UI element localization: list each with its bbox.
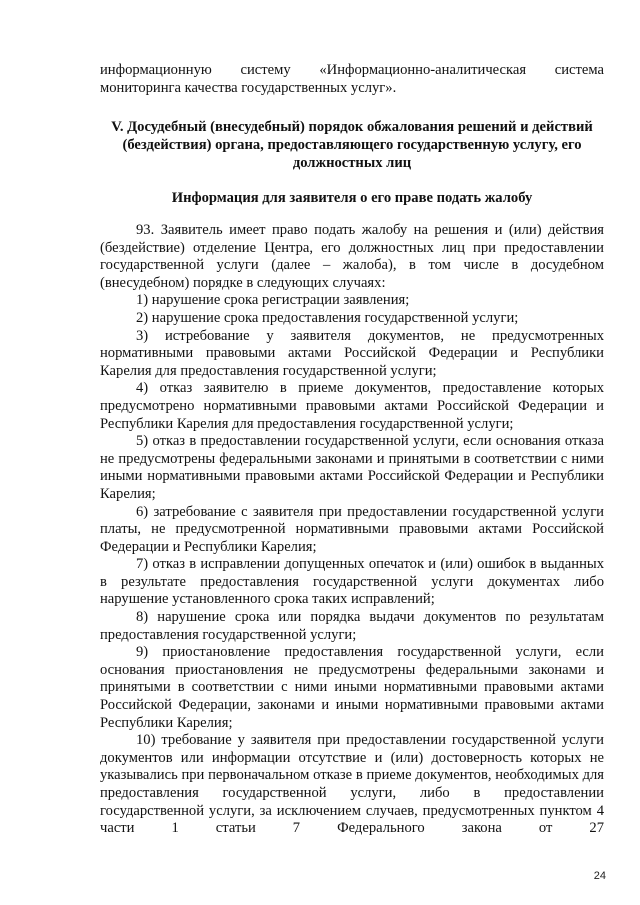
page-number: 24: [593, 870, 606, 882]
list-item-8: 8) нарушение срока или порядка выдачи документов по результатам предоставления государственной услуги;: [100, 609, 604, 643]
list-item-7: 7) отказ в исправлении допущенных опечаток и (или) ошибок в выданных в результате предоставления государственной услуги документах либо нарушение установленного срока таких исправлений;: [100, 556, 604, 608]
list-item-1: 1) нарушение срока регистрации заявления;: [136, 292, 410, 309]
list-item-6: 6) затребование с заявителя при предоставлении государственной услуги платы, не предусмотренной нормативными правовыми актами Российской Федерации и Республики Карелия;: [100, 503, 604, 555]
list-item-2: 2) нарушение срока предоставления государственной услуги;: [136, 309, 519, 326]
list-item-9: 9) приостановление предоставления государственной услуги, если основания приостановления не предусмотрены федеральными законами и принятыми в соответствии с ними иными нормативными правовыми актами Российской Федерации, законами и иными нормативными правовыми актами Республики Карелия;: [100, 644, 604, 731]
subsection-title: Информация для заявителя о его праве подать жалобу: [171, 190, 533, 206]
intro-paragraph-container: [100, 62, 604, 97]
intro-paragraph: информационную систему «Информационно-аналитическая система мониторинга качества государственных услуг».: [100, 62, 604, 96]
document-body: [100, 222, 604, 838]
paragraph-93: 93. Заявитель имеет право подать жалобу на решения и (или) действия (бездействие) отделение Центра, его должностных лиц при предоставлении государственной услуги (далее – жалоба), в том числе в досудебном (внесудебном) порядке в следующих случаях:: [100, 222, 604, 291]
list-item-4: 4) отказ заявителю в приеме документов, предоставление которых предусмотрено нормативными правовыми актами Российской Федерации и Республики Карелия для предоставления государственной услуги;: [100, 380, 604, 432]
section-title: V. Досудебный (внесудебный) порядок обжалования решений и действий (бездействия) органа, предоставляющего государственную услугу, его должностных лиц: [111, 119, 593, 171]
list-item-10: 10) требование у заявителя при предоставлении государственной услуги документов или информации отсутствие и (или) достоверность которых не указывались при первоначальном отказе в приеме документов, необходимых для предоставления государственной услуги, либо в предоставлении государственной услуги, за исключением случаев, предусмотренных пунктом 4 части 1 статьи 7 Федерального закона от 27: [100, 732, 604, 837]
list-item-3: 3) истребование у заявителя документов, не предусмотренных нормативными правовыми актами Российской Федерации и Республики Карелия для предоставления государственной услуги;: [100, 327, 604, 379]
list-item-5: 5) отказ в предоставлении государственной услуги, если основания отказа не предусмотрены федеральными законами и принятыми в соответствии с ними иными нормативными правовыми актами Российской Федерации и Республики Карелия;: [100, 433, 604, 502]
